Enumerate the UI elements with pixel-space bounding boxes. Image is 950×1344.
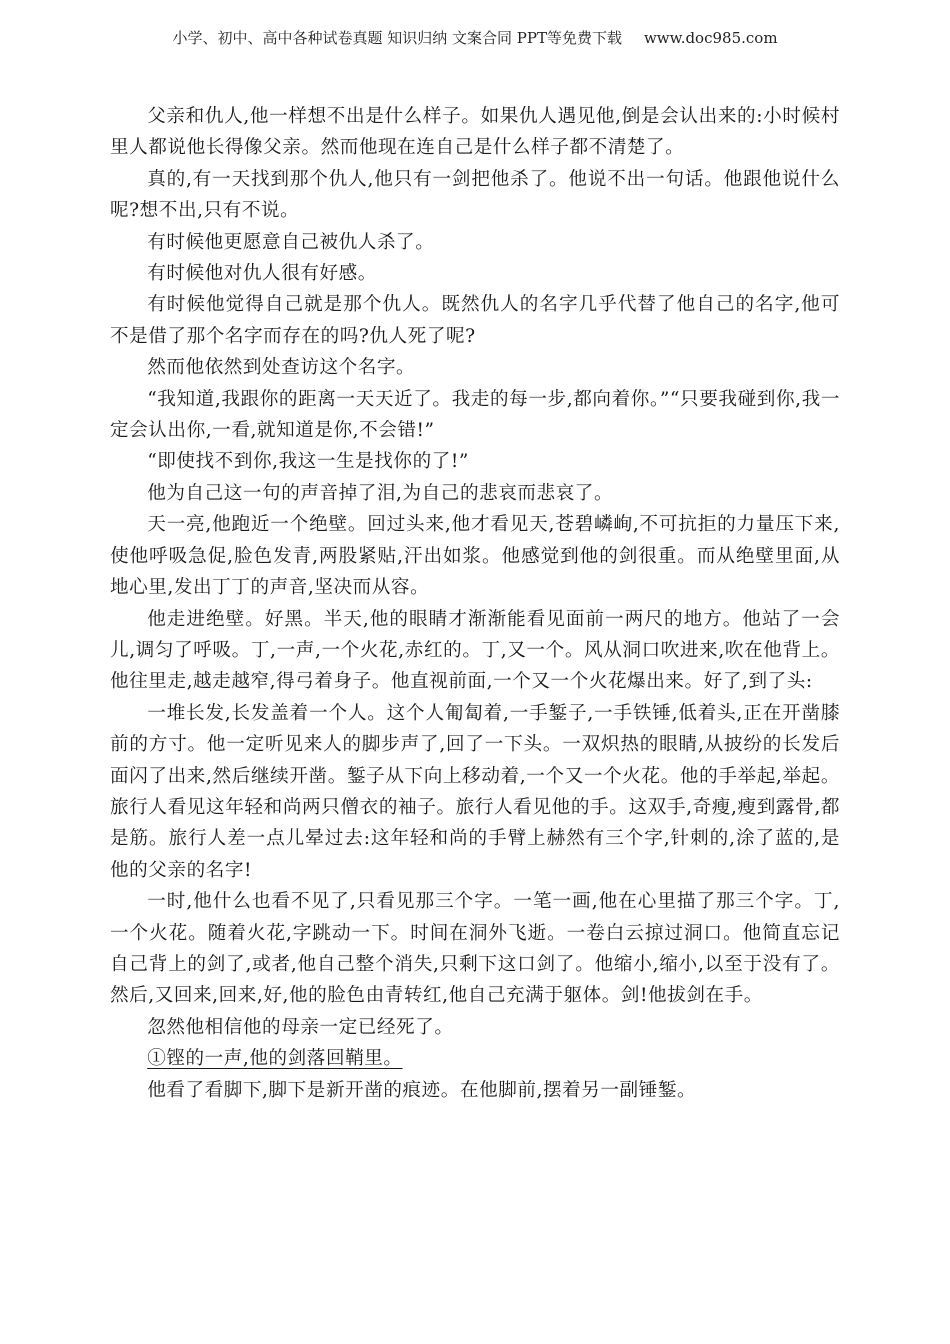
paragraph-underlined (110, 1043, 840, 1074)
paragraph: 一堆长发,长发盖着一个人。这个人匍匐着,一手錾子,一手铁锤,低着头,正在开凿膝前的方寸。他一定听见来人的脚步声了,回了一下头。一双炽热的眼睛,从披纷的长发后面闪了出来,然后继续开凿。錾子从下向上移动着,一个又一个火花。他的手举起,举起。旅行人看见这年轻和尚两只僧衣的袖子。旅行人看见他的手。这双手,奇瘦,瘦到露骨,都是筋。旅行人差一点儿晕过去:这年轻和尚的手臂上赫然有三个字,针刺的,涂了蓝的,是他的父亲的名字! (110, 702, 840, 881)
page-header (0, 27, 950, 49)
paragraph: 他走进绝壁。好黑。半天,他的眼睛才渐渐能看见面前一两尺的地方。他站了一会儿,调匀了呼吸。丁,一声,一个火花,赤红的。丁,又一个。风从洞口吹进来,吹在他背上。他往里走,越走越窄,得弓着身子。他直视前面,一个又一个火花爆出来。好了,到了头: (110, 608, 840, 693)
paragraph: 他看了看脚下,脚下是新开凿的痕迹。在他脚前,摆着另一副锤錾。 (147, 1079, 697, 1101)
paragraph: 父亲和仇人,他一样想不出是什么样子。如果仇人遇见他,倒是会认出来的:小时候村里人都说他长得像父亲。然而他现在连自己是什么样子都不清楚了。 (110, 106, 840, 159)
paragraph: 然而他依然到处查访这个名字。 (147, 357, 416, 379)
paragraph: 天一亮,他跑近一个绝壁。回过头来,他才看见天,苍碧嶙峋,不可抗拒的力量压下来,使他呼吸急促,脸色发青,两股紧贴,汗出如浆。他感觉到他的剑很重。而从绝壁里面,从地心里,发出丁丁的声音,坚决而从容。 (110, 514, 840, 599)
paragraph: 忽然他相信他的母亲一定已经死了。 (147, 1016, 454, 1038)
article-body (110, 101, 840, 1106)
paragraph: 真的,有一天找到那个仇人,他只有一剑把他杀了。他说不出一句话。他跟他说什么呢?想不出,只有不说。 (110, 168, 840, 222)
paragraph: 一时,他什么也看不见了,只看见那三个字。一笔一画,他在心里描了那三个字。丁,一个火花。随着火花,字跳动一下。时间在洞外飞逝。一卷白云掠过洞口。他简直忘记自己背上的剑了,或者,他自己整个消失,只剩下这口剑了。他缩小,缩小,以至于没有了。然后,又回来,回来,好,他的脸色由青转红,他自己充满于躯体。剑!他拔剑在手。 (110, 891, 840, 1007)
paragraph: 有时候他对仇人很有好感。 (147, 263, 377, 285)
header-site-url: www.doc985.com (643, 29, 778, 47)
paragraph: 有时候他更愿意自己被仇人杀了。 (147, 231, 435, 253)
underlined-sentence: ①铿的一声,他的剑落回鞘里。 (147, 1048, 403, 1070)
paragraph: “我知道,我跟你的距离一天天近了。我走的每一步,都向着你。”“只要我碰到你,我一定会认出你,一看,就知道是你,不会错!” (110, 388, 840, 442)
paragraph: 他为自己这一句的声音掉了泪,为自己的悲哀而悲哀了。 (147, 482, 614, 504)
paragraph: “即使找不到你,我这一生是找你的了!” (147, 451, 469, 473)
paragraph: 有时候他觉得自己就是那个仇人。既然仇人的名字几乎代替了他自己的名字,他可不是借了那个名字而存在的吗?仇人死了呢? (110, 294, 840, 347)
header-text: 小学、初中、高中各种试卷真题 知识归纳 文案合同 PPT等免费下载 (172, 29, 622, 47)
